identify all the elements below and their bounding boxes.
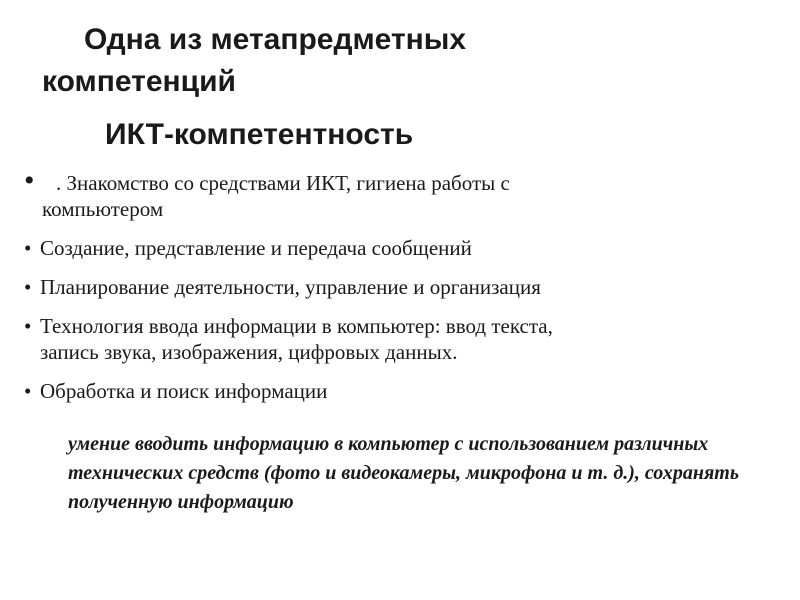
bullet-text: . Знакомство со средствами ИКТ, гигиена работы с: [56, 171, 510, 195]
bullet-mark: •: [24, 236, 32, 260]
bullet-mark: •: [24, 164, 35, 197]
title-line-2: компетенций: [42, 65, 236, 98]
bullet-text-continuation: компьютером: [42, 197, 164, 221]
bullet-mark: •: [24, 379, 32, 403]
bullet-text: Обработка и поиск информации: [40, 379, 328, 403]
bullet-text-continuation: запись звука, изображения, цифровых данных.: [40, 340, 458, 364]
skill-description: умение вводить информацию в компьютер с использованием различных технических средств (фото и видеокамеры, микрофона и т. д.), сохранять полученную информацию: [68, 433, 739, 513]
bullet-item-3: [24, 274, 764, 300]
bullet-item-1: [24, 164, 764, 222]
bullet-text: Планирование деятельности, управление и организация: [40, 275, 541, 299]
bullet-mark: •: [24, 314, 32, 338]
bullet-text: Создание, представление и передача сообщений: [40, 236, 472, 260]
bullet-item-4: [24, 313, 764, 365]
bullet-item-2: [24, 235, 764, 261]
bullet-list: [24, 164, 764, 417]
bullet-mark: •: [24, 275, 32, 299]
title-line-3: ИКТ-компетентность: [105, 118, 414, 151]
title-line-1: Одна из метапредметных: [84, 23, 467, 56]
bullet-item-5: [24, 378, 764, 404]
bullet-text: Технология ввода информации в компьютер: ввод текста,: [40, 314, 553, 338]
